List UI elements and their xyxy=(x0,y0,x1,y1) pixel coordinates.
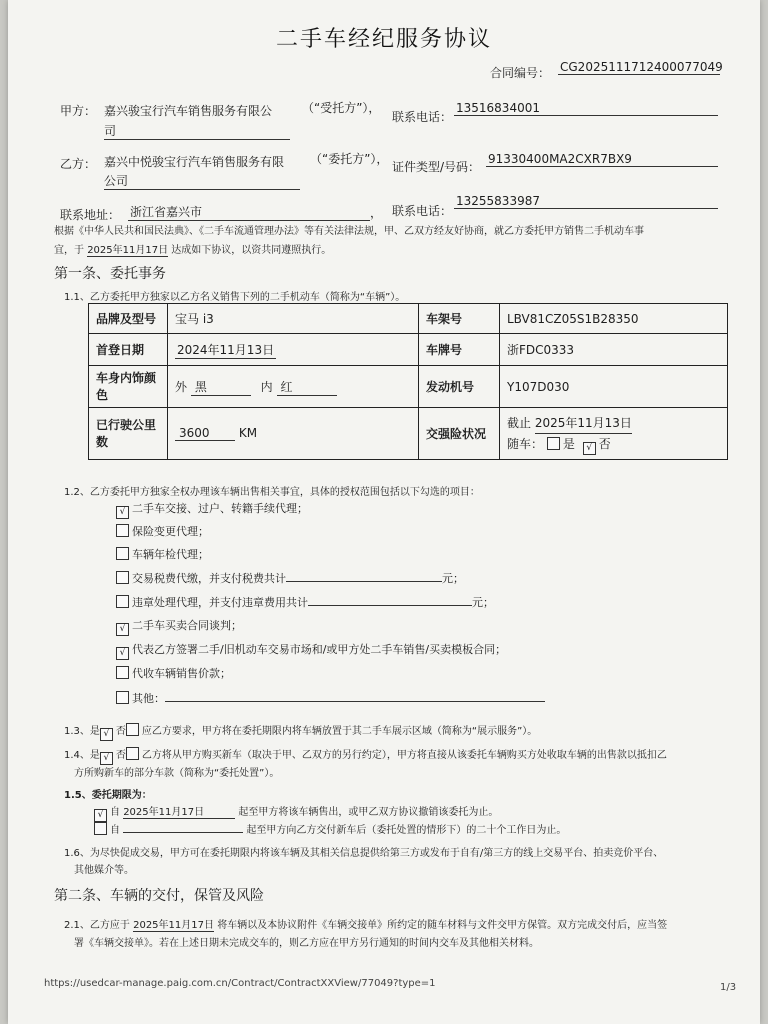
option-checkbox[interactable] xyxy=(116,571,129,584)
mileage-label-line2: 数 xyxy=(96,434,109,449)
other-blank[interactable] xyxy=(165,689,545,702)
term-2-from: 自 xyxy=(110,825,120,836)
option-checkbox[interactable] xyxy=(116,524,129,537)
clause-1-4-no-checkbox[interactable] xyxy=(126,747,139,760)
option-transfer[interactable] xyxy=(116,500,308,519)
mileage-label-line1: 已行驶公里 xyxy=(96,417,157,432)
party-a-label: 甲方： xyxy=(60,104,97,118)
color-label-line2: 色 xyxy=(96,387,109,402)
option-suffix: 元； xyxy=(472,596,494,609)
clause-1-3-yes-checkbox[interactable] xyxy=(100,728,113,741)
contract-number: CG2025111712400077049 xyxy=(560,60,723,74)
insurance-until-row xyxy=(507,413,720,434)
term-1-text: 起至甲方将该车辆售出，或甲乙双方协议撤销该委托为止。 xyxy=(238,807,499,818)
party-b-address: 浙江省嘉兴市 xyxy=(128,203,370,221)
clause-1-3-no: 否 xyxy=(115,726,126,737)
clause-1-4-yes: 1.4、是 xyxy=(64,750,100,761)
brand-value: 宝马 i3 xyxy=(168,304,419,334)
term-2-checkbox[interactable] xyxy=(94,822,107,835)
option-label: 二手车交接、过户、转籍手续代理； xyxy=(132,502,308,515)
preamble-line2-end: 达成如下协议，以资共同遵照执行。 xyxy=(171,245,332,256)
clause-1-3-no-checkbox[interactable] xyxy=(126,723,139,736)
insurance-until-label: 截止 xyxy=(507,415,532,430)
mileage-unit: KM xyxy=(238,426,258,440)
footer-url[interactable]: https://usedcar-manage.paig.com.cn/Contract/ContractXXView/77049?type=1 xyxy=(44,978,436,989)
option-label: 保险变更代理； xyxy=(132,525,209,538)
party-b-id-label: 证件类型/号码： xyxy=(392,160,481,174)
insurance-no-label: 否 xyxy=(598,436,611,451)
clause-1-6: 1.6、为尽快促成交易，甲方可在委托期限内将该车辆及其相关信息提供给第三方或发布于自有/第三方的线上交易平台、拍卖竞价平台、 xyxy=(64,848,664,859)
address-comma: ， xyxy=(370,206,383,220)
plate-label: 车牌号 xyxy=(419,334,500,366)
option-insurance-change[interactable] xyxy=(116,523,209,539)
clause-1-6-continued: 其他媒介等。 xyxy=(74,865,134,876)
vehicle-table xyxy=(88,303,728,460)
option-annual-inspection[interactable] xyxy=(116,546,209,562)
exterior-color: 黑 xyxy=(191,378,251,396)
clause-2-1-start: 2.1、乙方应于 xyxy=(64,920,130,931)
party-a-role: （“受托方”）， xyxy=(302,101,381,115)
page-number: 1/3 xyxy=(720,982,737,993)
clause-2-1-date: 2025年11月17日 xyxy=(133,916,214,932)
contract-page xyxy=(8,0,760,1024)
engine-value: Y107D030 xyxy=(500,366,728,408)
clause-1-4-text: 乙方将从甲方购买新车（取决于甲、乙双方的另行约定），甲方将直接从该委托车辆购买方处收取车辆的出售款以抵扣乙 xyxy=(141,750,667,761)
color-cell xyxy=(168,366,419,408)
section1-heading: 第一条、委托事务 xyxy=(54,266,166,282)
option-checkbox[interactable] xyxy=(116,691,129,704)
clause-1-4-continued: 方所购新车的部分车款（简称为“委托处置”）。 xyxy=(74,768,280,779)
vin-label: 车架号 xyxy=(419,304,500,334)
vehicle-row-2 xyxy=(89,334,728,366)
party-a-phone: 13516834001 xyxy=(454,101,718,116)
option-sign-contract[interactable] xyxy=(116,641,506,660)
vehicle-row-4 xyxy=(89,408,728,460)
option-checkbox[interactable] xyxy=(116,666,129,679)
option-label: 交易税费代缴，并支付税费共计 xyxy=(132,572,286,585)
violation-amount-blank[interactable] xyxy=(308,593,472,606)
option-other[interactable] xyxy=(116,689,545,706)
preamble-line2 xyxy=(54,241,331,257)
mileage-label xyxy=(89,408,168,460)
insurance-label: 交强险状况 xyxy=(419,408,500,460)
interior-label: 内 xyxy=(260,379,273,394)
option-checkbox[interactable] xyxy=(116,547,129,560)
term-2-text: 起至甲方向乙方交付新车后（委托处置的情形下）的二十个工作日为止。 xyxy=(246,825,567,836)
party-b-role: （“委托方”）， xyxy=(310,152,389,166)
clause-1-1: 1.1、乙方委托甲方独家以乙方名义销售下列的二手机动车（简称为“车辆”）。 xyxy=(64,292,406,303)
party-a-phone-label: 联系电话： xyxy=(392,110,453,124)
option-label: 车辆年检代理； xyxy=(132,548,209,561)
option-checkbox[interactable] xyxy=(116,506,129,519)
party-a-name-line1: 嘉兴骏宝行汽车销售服务有限公 xyxy=(104,104,273,118)
engine-label: 发动机号 xyxy=(419,366,500,408)
option-checkbox[interactable] xyxy=(116,623,129,636)
brand-label: 品牌及型号 xyxy=(89,304,168,334)
insurance-yes-checkbox[interactable] xyxy=(547,437,560,450)
contract-number-label: 合同编号： xyxy=(490,66,551,80)
party-b-name-line1: 嘉兴中悦骏宝行汽车销售服务有限 xyxy=(104,155,285,169)
option-negotiation[interactable] xyxy=(116,617,242,636)
insurance-yes-label: 是 xyxy=(562,436,575,451)
option-label: 违章处理代理，并支付违章费用共计 xyxy=(132,596,308,609)
insurance-cell xyxy=(500,408,728,460)
registration-label: 首登日期 xyxy=(89,334,168,366)
document-title: 二手车经纪服务协议 xyxy=(275,27,492,52)
color-label xyxy=(89,366,168,408)
party-b-address-label: 联系地址： xyxy=(60,208,121,222)
registration-value: 2024年11月13日 xyxy=(177,342,275,357)
party-a-name-line2: 司 xyxy=(104,122,290,140)
term-option-2 xyxy=(94,820,566,836)
clause-1-2: 1.2、乙方委托甲方独家全权办理该车辆出售相关事宜，具体的授权范围包括以下勾选的项目： xyxy=(64,487,480,498)
mileage-cell xyxy=(168,408,419,460)
insurance-with-car-row xyxy=(507,434,720,455)
preamble-line2-start: 宜，于 xyxy=(54,245,84,256)
party-b-phone-label: 联系电话： xyxy=(392,204,453,218)
clause-1-3-text: 应乙方要求，甲方将在委托期限内将车辆放置于其二手车展示区域（简称为“展示服务”）。 xyxy=(141,726,538,737)
option-checkbox[interactable] xyxy=(116,647,129,660)
vin-value: LBV81CZ05S1B28350 xyxy=(500,304,728,334)
clause-2-1 xyxy=(64,916,667,932)
tax-amount-blank[interactable] xyxy=(286,569,442,582)
registration-cell xyxy=(168,334,419,366)
option-label: 其他： xyxy=(132,692,165,705)
insurance-until-date: 2025年11月13日 xyxy=(535,413,632,434)
option-tax-payment[interactable] xyxy=(116,569,464,586)
option-label: 代收车辆销售价款； xyxy=(132,667,231,680)
interior-color: 红 xyxy=(277,378,337,396)
clause-1-4-no: 否 xyxy=(115,750,126,761)
term-1-from: 自 xyxy=(110,807,120,818)
preamble-date: 2025年11月17日 xyxy=(87,241,168,257)
vehicle-row-1 xyxy=(89,304,728,334)
option-suffix: 元； xyxy=(442,572,464,585)
preamble-line1: 根据《中华人民共和国民法典》、《二手车流通管理办法》等有关法律法规，甲、乙双方经友好协商，就乙方委托甲方销售二手机动车事 xyxy=(54,226,644,237)
clause-1-3 xyxy=(64,722,537,741)
option-label: 二手车买卖合同谈判； xyxy=(132,619,242,632)
term-2-date-blank[interactable] xyxy=(123,820,243,833)
party-b-id: 91330400MA2CXR7BX9 xyxy=(486,152,718,167)
party-b-label: 乙方： xyxy=(60,157,97,171)
clause-1-3-yes: 1.3、是 xyxy=(64,726,100,737)
section2-heading: 第二条、车辆的交付，保管及风险 xyxy=(54,888,264,904)
color-label-line1: 车身内饰颜 xyxy=(96,370,157,385)
party-b-name-line2: 公司 xyxy=(104,172,300,190)
insurance-with-label: 随车： xyxy=(507,436,544,451)
party-b-phone: 13255833987 xyxy=(454,194,718,209)
option-checkbox[interactable] xyxy=(116,595,129,608)
clause-1-4 xyxy=(64,746,667,765)
mileage-value: 3600 xyxy=(175,426,235,441)
option-collect-payment[interactable] xyxy=(116,665,231,681)
option-violation[interactable] xyxy=(116,593,494,610)
term-1-date: 2025年11月17日 xyxy=(123,803,235,819)
insurance-no-checkbox[interactable] xyxy=(583,442,596,455)
plate-value: 浙FDC0333 xyxy=(500,334,728,366)
vehicle-row-3 xyxy=(89,366,728,408)
clause-2-1-continued: 署《车辆交接单》。若在上述日期未完成交车的，则乙方应在甲方另行通知的时间内交车及其他相关材料。 xyxy=(74,938,539,949)
exterior-label: 外 xyxy=(175,379,188,394)
clause-2-1-text: 将车辆以及本协议附件《车辆交接单》所约定的随车材料与文件交甲方保管。双方完成交付后，应当签 xyxy=(217,920,668,931)
clause-1-5: 1.5、委托期限为： xyxy=(64,790,152,801)
option-label: 代表乙方签署二手/旧机动车交易市场和/或甲方处二手车销售/买卖模板合同； xyxy=(132,643,507,656)
